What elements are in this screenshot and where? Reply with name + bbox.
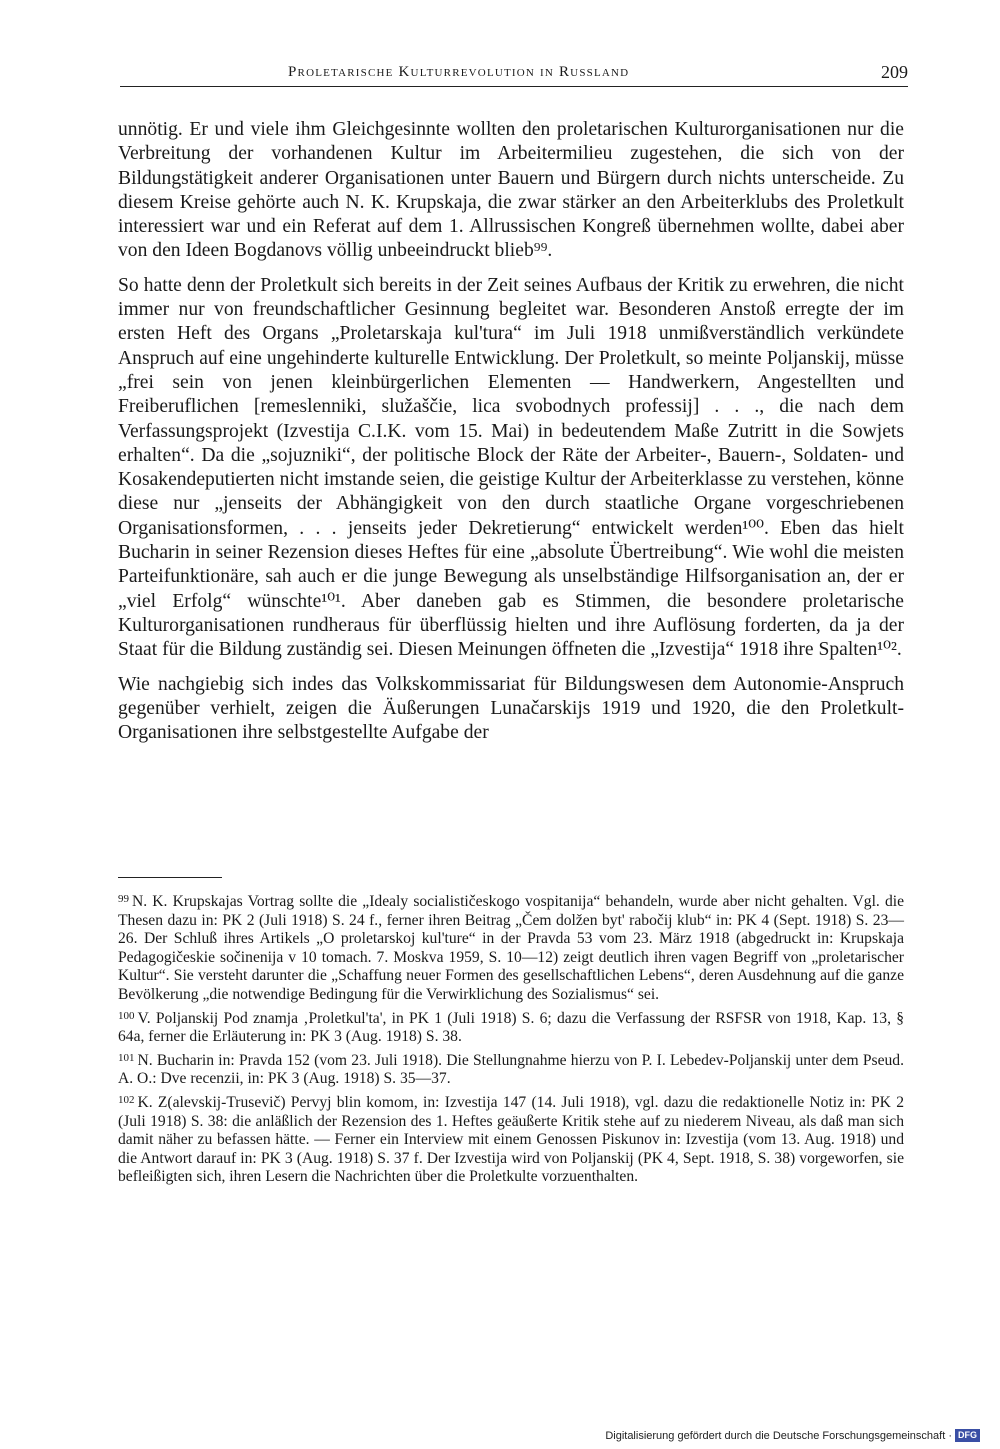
page-number: 209 (881, 62, 908, 82)
footnote-101 (118, 1049, 904, 1089)
footnote-number: 100 (118, 1009, 135, 1022)
header-rule (120, 86, 908, 87)
digitization-credit (605, 1429, 980, 1442)
footnotes (118, 890, 904, 1189)
footnote-102 (118, 1091, 904, 1187)
dfg-logo: DFG (955, 1429, 980, 1442)
footnote-number: 99 (118, 893, 129, 905)
running-title: Proletarische Kulturrevolution in Russland (288, 64, 630, 80)
footnote-100 (118, 1007, 904, 1047)
footnote-text: N. K. Krupskajas Vortrag sollte die „Idealy socialističeskogo vospitanija“ behandeln, wurde aber nicht gehalten. Vgl. die Thesen dazu in: PK 2 (Juli 1918) S. 24 f., ferner ihren Beitrag „Čem dolžen byt' rabočij klub“ in: PK 4 (Sept. 1918) S. 23—26. Der Schluß ihres Artikels „O proletarskoj kul'ture“ in der Pravda 53 vom 23. März 1918 (abgedruckt in: Krupskaja Pedagogičeskie sočinenija v 10 tomach. 7. Moskva 1959, S. 10—12) zeigt deutlich ihren vagen Begriff von „proletarischer Kultur“. Sie versteht darunter die „Schaffung neuer Formen des gesellschaftlichen Lebens“, deren Ausdehnung auf die ganze Bevölkerung „die notwendige Bedingung für die Verwirklichung des Sozialismus“ sei. (118, 893, 904, 1003)
paragraph-1: unnötig. Er und viele ihm Gleichgesinnte wollten den proletarischen Kulturorganisationen nur die Verbreitung der vorhandenen Kultur im Arbeitermilieu zugestehen, die sich von der Bildungstätigkeit anderer Organisationen unter Bauern und Bürgern durch nichts unterscheide. Zu diesem Kreise gehörte auch N. K. Krupskaja, die zwar stärker an den Arbeiterklubs des Proletkult interessiert war und ein Referat auf dem 1. Allrussischen Kongreß übernehmen wollte, dabei aber von den Ideen Bogdanovs völlig unbeeindruckt blieb⁹⁹. (118, 119, 904, 262)
footnote-text: V. Poljanskij Pod znamja ‚Proletkul'ta', in PK 1 (Juli 1918) S. 6; dazu die Verfassung der RSFSR von 1918, Kap. 13, § 64a, ferner die Erläuterung in: PK 3 (Aug. 1918) S. 38. (118, 1009, 904, 1046)
footnote-text: N. Bucharin in: Pravda 152 (vom 23. Juli 1918). Die Stellungnahme hierzu von P. I. Lebedev-Poljanskij unter dem Pseud. A. O.: Dve recenzii, in: PK 3 (Aug. 1918) S. 35—37. (118, 1051, 904, 1088)
footnote-number: 101 (118, 1051, 135, 1064)
paragraph-2: So hatte denn der Proletkult sich bereits in der Zeit seines Aufbaus der Kritik zu erwehren, die nicht immer nur von freundschaftlicher Gesinnung begleitet war. Besonderen Anstoß erregte der im ersten Heft des Organs „Proletarskaja kul'tura“ im Juli 1918 unmißverständlich verkündete Anspruch auf eine ungehinderte kulturelle Entwicklung. Der Proletkult, so meinte Poljanskij, müsse „frei sein von jenen kleinbürgerlichen Elementen — Handwerkern, Angestellten und Freiberuflichen [remeslenniki, služaščie, lica svobodnych professij] . . ., die nach dem Verfassungsprojekt (Izvestija C.I.K. vom 15. Mai) in bedeutendem Maße Zutritt in die Sowjets erhalten“. Da die „sojuzniki“, der politische Block der Räte der Arbeiter-, Bauern-, Soldaten- und Kosakendeputierten nicht imstande seien, die geistige Kultur der Arbeiterklasse zu verstehen, könne diese nur „jenseits der Abhängigkeit von den durch staatliche Organe vorgeschriebenen Organisationsformen, . . . jenseits jeder Dekretierung“ entwickelt werden¹⁰⁰. Eben das hielt Bucharin in seiner Rezension dieses Heftes für eine „absolute Übertreibung“. Wie wohl die meisten Parteifunktionäre, sah auch er die junge Bewegung als unselbständige Hilfsorganisation an, der er „viel Erfolg“ wünschte¹⁰¹. Aber daneben gab es Stimmen, die besondere proletarische Kulturorganisationen rundheraus für überflüssig hielten und ihre Auflösung forderten, da ja der Staat für die Bildung zuständig sei. Diesen Meinungen öffneten die „Izvestija“ 1918 ihre Spalten¹⁰². (118, 274, 904, 661)
footnote-number: 102 (118, 1093, 135, 1106)
footnote-text: K. Z(alevskij-Trusevič) Pervyj blin komom, in: Izvestija 147 (14. Juli 1918), vgl. dazu die redaktionelle Notiz in: PK 2 (Juli 1918) S. 38: die anläßlich der Rezension des 1. Heftes geäußerte Kritik stehe auf zu niederem Niveau, als daß man sich damit näher zu befassen hätte. — Ferner ein Interview mit einem Genossen Piskunov in: Izvestija (vom 13. Aug. 1918) und die Antwort darauf in: PK 3 (Aug. 1918) S. 37 f. Der Izvestija wird von Poljanskij (PK 4, Sept. 1918, S. 38) vorgeworfen, sie befleißigten sich, ihren Lesern die Nachrichten über die Proletkulte vorzuenthalten. (118, 1093, 904, 1186)
main-text (118, 118, 904, 755)
paragraph-3: Wie nachgiebig sich indes das Volkskommissariat für Bildungswesen dem Autonomie-Anspruch gegenüber verhielt, zeigen die Äußerungen Lunačarskijs 1919 und 1920, die den Proletkult-Organisationen ihre selbstgestellte Aufgabe der (118, 673, 904, 744)
footnote-separator (118, 877, 222, 878)
page-header (120, 64, 908, 92)
footnote-99 (118, 890, 904, 1005)
credit-text: Digitalisierung gefördert durch die Deutsche Forschungsgemeinschaft · (605, 1429, 952, 1442)
